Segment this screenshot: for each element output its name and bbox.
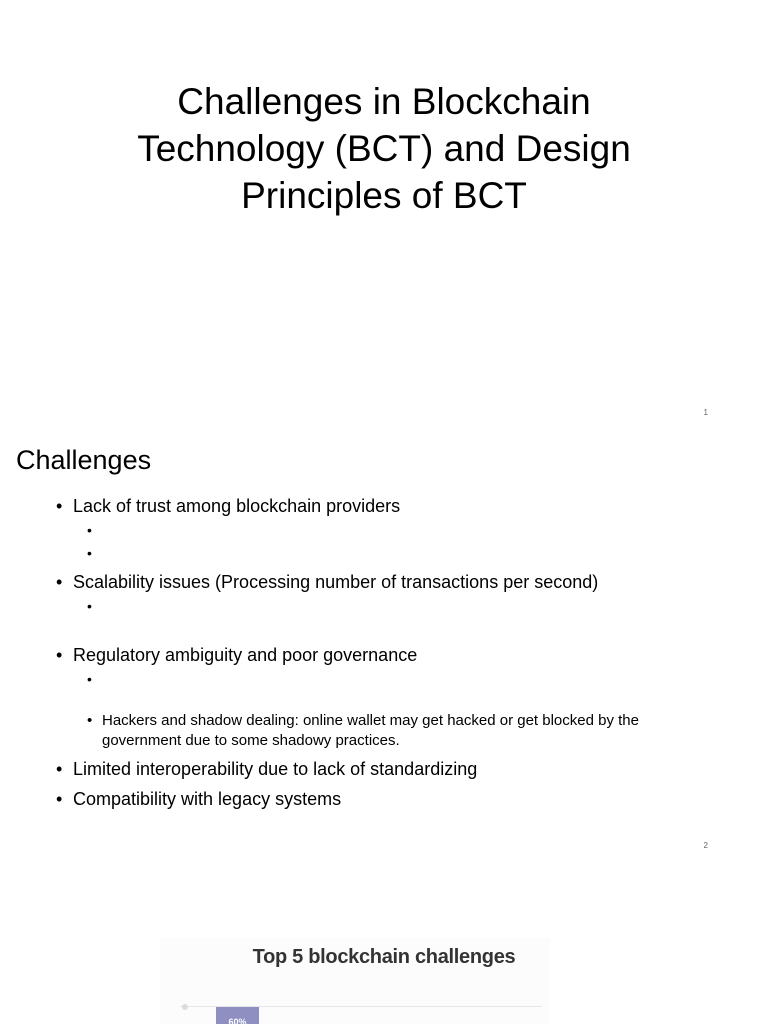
chart-title: Top 5 blockchain challenges — [252, 946, 516, 968]
bullet-item: • Lack of trust among blockchain providers — [56, 495, 400, 517]
empty-sub-bullet — [87, 596, 102, 616]
empty-sub-bullet — [87, 520, 102, 540]
title-line-1: Challenges in Blockchain — [177, 81, 591, 122]
slide-heading: Challenges — [16, 445, 152, 475]
page-number: 1 — [703, 408, 708, 417]
bullet-item: • Regulatory ambiguity and poor governance — [56, 644, 417, 666]
empty-sub-bullet — [87, 669, 102, 689]
empty-sub-bullet — [87, 543, 102, 563]
chart-bar — [216, 1007, 259, 1024]
chart-marker — [182, 1004, 188, 1010]
sub-bullet-item: • Hackers and shadow dealing: online wallet may get hacked or get blocked by the government due to some shadowy practices. — [87, 711, 702, 751]
slide-3 — [0, 858, 768, 1024]
bullet-list — [0, 425, 768, 835]
page-number: 2 — [703, 841, 708, 850]
title-line-2: Technology (BCT) and Design — [137, 128, 631, 169]
slide-2 — [0, 425, 768, 858]
title-line-3: Principles of BCT — [241, 175, 527, 216]
bar-data-label: 60% — [228, 1017, 247, 1024]
bullet-item: • Scalability issues (Processing number of transactions per second) — [56, 571, 598, 593]
bullet-item: • Limited interoperability due to lack of standardizing — [56, 758, 477, 780]
slide-title — [84, 78, 684, 219]
bullet-item: • Compatibility with legacy systems — [56, 788, 341, 810]
slide-1 — [0, 0, 768, 425]
